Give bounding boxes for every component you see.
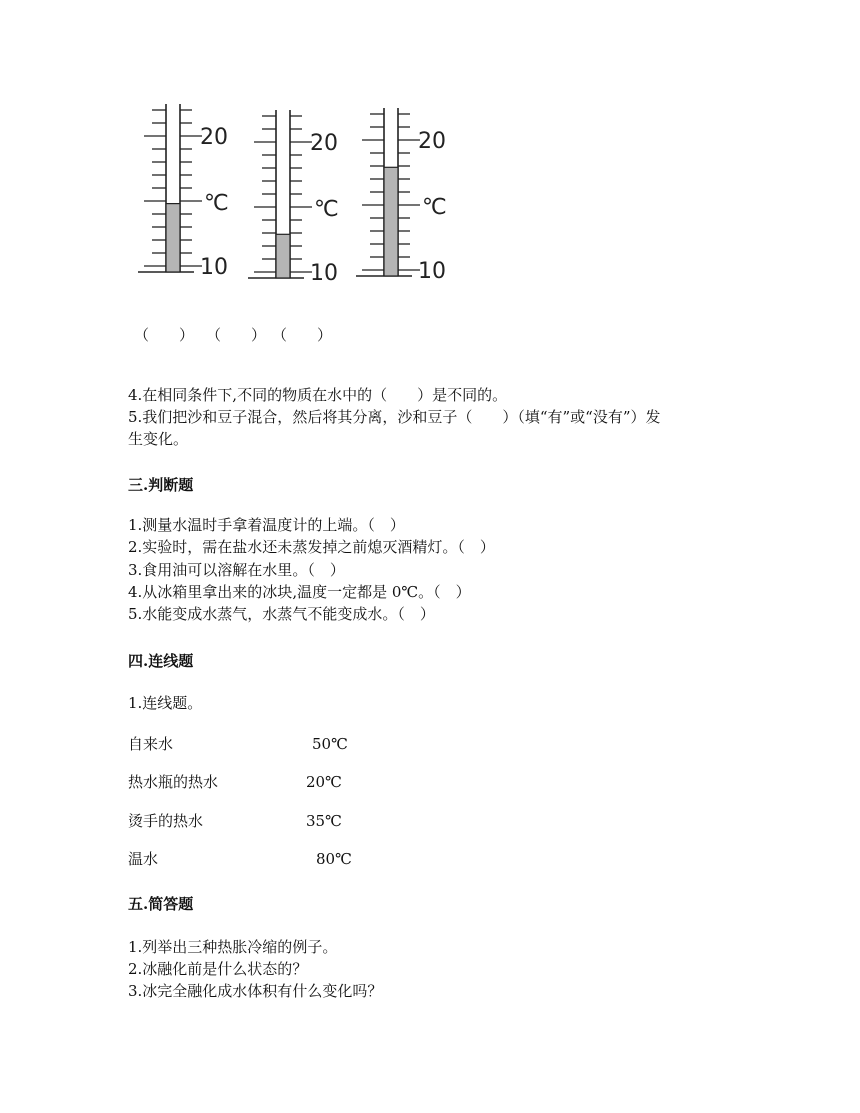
- matching-left-3: 烫手的热水: [128, 812, 204, 830]
- label-10: 10: [310, 261, 338, 286]
- question-fill-5: 5.我们把沙和豆子混合，然后将其分离，沙和豆子（ ）（填“有”或“没有”）发: [128, 408, 661, 426]
- matching-right-1: 50℃: [312, 735, 348, 753]
- question-fill-5-cont: 生变化。: [128, 430, 189, 448]
- liquid-column: [384, 167, 398, 276]
- label-20: 20: [200, 125, 228, 150]
- label-20: 20: [310, 131, 338, 156]
- answer-blank-1: （ ）: [134, 326, 195, 344]
- judgement-item-4: 4.从冰箱里拿出来的冰块,温度一定都是 0℃。（ ）: [128, 583, 471, 601]
- section-title-judgement: 三.判断题: [128, 476, 194, 494]
- liquid-column: [166, 204, 180, 272]
- label-unit: ℃: [314, 197, 339, 222]
- section-title-short-answer: 五.简答题: [128, 895, 194, 913]
- matching-left-1: 自来水: [128, 735, 174, 753]
- short-answer-item-3: 3.冰完全融化成水体积有什么变化吗？: [128, 982, 383, 1000]
- matching-left-2: 热水瓶的热水: [128, 773, 219, 791]
- thermometer-3: [350, 104, 460, 286]
- label-20: 20: [418, 129, 446, 154]
- short-answer-item-1: 1.列举出三种热胀冷缩的例子。: [128, 938, 338, 956]
- answer-blank-3: （ ）: [272, 326, 333, 344]
- matching-right-2: 20℃: [306, 773, 342, 791]
- liquid-column: [276, 234, 290, 278]
- thermometer-1: [132, 100, 242, 282]
- section-title-matching: 四.连线题: [128, 652, 194, 670]
- short-answer-item-2: 2.冰融化前是什么状态的？: [128, 960, 308, 978]
- answer-blank-2: （ ）: [206, 326, 267, 344]
- judgement-item-2: 2.实验时，需在盐水还未蒸发掉之前熄灭酒精灯。（ ）: [128, 538, 495, 556]
- judgement-item-5: 5.水能变成水蒸气，水蒸气不能变成水。（ ）: [128, 605, 435, 623]
- label-unit: ℃: [422, 195, 447, 220]
- matching-right-3: 35℃: [306, 812, 342, 830]
- thermometer-2: [242, 106, 352, 288]
- label-unit: ℃: [204, 191, 229, 216]
- label-10: 10: [200, 255, 228, 280]
- matching-right-4: 80℃: [316, 850, 352, 868]
- matching-left-4: 温水: [128, 850, 159, 868]
- judgement-item-1: 1.测量水温时手拿着温度计的上端。（ ）: [128, 516, 405, 534]
- matching-intro: 1.连线题。: [128, 694, 203, 712]
- question-fill-4: 4.在相同条件下,不同的物质在水中的（ ）是不同的。: [128, 386, 508, 404]
- judgement-item-3: 3.食用油可以溶解在水里。（ ）: [128, 561, 345, 579]
- label-10: 10: [418, 259, 446, 284]
